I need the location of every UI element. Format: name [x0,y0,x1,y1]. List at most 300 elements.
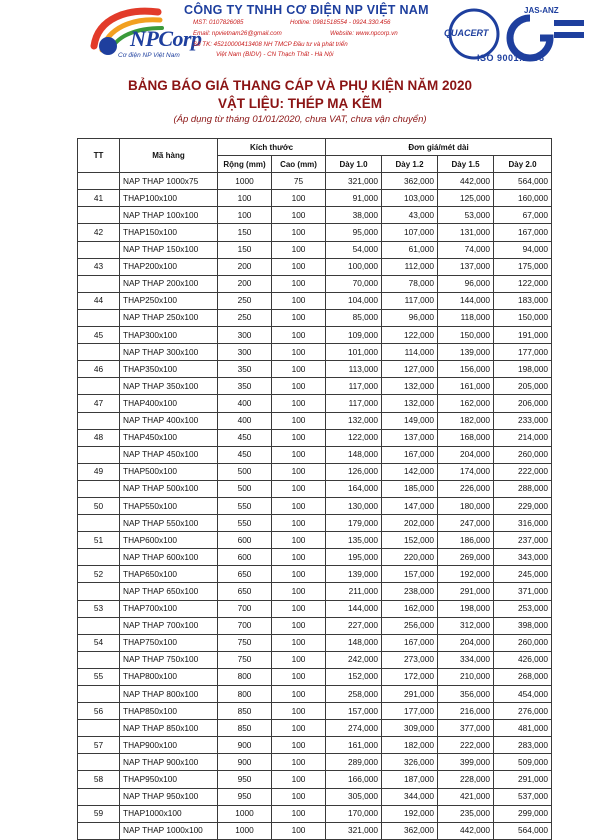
cell-height: 100 [272,532,326,549]
cell-product-code: NAP THAP 900x100 [120,754,218,771]
cell-height: 100 [272,720,326,737]
cell-product-code: NAP THAP 950x100 [120,788,218,805]
cert-iso: ISO 9001:2008 [477,53,545,63]
cell-width: 550 [218,515,272,532]
cell-price-1-0: 242,000 [326,651,382,668]
cell-price-1-2: 309,000 [382,720,438,737]
cell-price-1-2: 172,000 [382,668,438,685]
cell-product-code: NAP THAP 400x100 [120,412,218,429]
cell-price-1-5: 291,000 [438,583,494,600]
table-row [78,344,552,361]
cell-height: 100 [272,378,326,395]
logo-text: NPCorp [130,26,202,51]
cell-width: 350 [218,378,272,395]
cert-jas-anz: JAS-ANZ [524,6,559,15]
table-row [78,224,552,241]
cell-product-code: NAP THAP 250x100 [120,309,218,326]
table-row [78,446,552,463]
header-tt: TT [78,139,120,173]
header-thickness-2-0: Dày 2.0 [494,156,552,173]
cell-price-1-2: 162,000 [382,600,438,617]
cell-price-1-5: 182,000 [438,412,494,429]
cell-price-1-2: 273,000 [382,651,438,668]
cell-price-1-2: 344,000 [382,788,438,805]
cell-price-1-0: 289,000 [326,754,382,771]
cell-price-2-0: 150,000 [494,309,552,326]
cell-price-1-2: 112,000 [382,258,438,275]
cell-height: 100 [272,737,326,754]
cell-price-2-0: 122,000 [494,275,552,292]
cell-height: 100 [272,754,326,771]
cell-height: 100 [272,805,326,822]
cell-tt [78,583,120,600]
table-row [78,600,552,617]
cell-product-code: THAP1000x100 [120,805,218,822]
cell-height: 100 [272,600,326,617]
cell-price-2-0: 481,000 [494,720,552,737]
cell-height: 100 [272,651,326,668]
cell-price-1-2: 220,000 [382,549,438,566]
cell-price-1-2: 238,000 [382,583,438,600]
cell-tt [78,686,120,703]
cell-product-code: NAP THAP 450x100 [120,446,218,463]
cell-height: 100 [272,361,326,378]
cell-price-1-2: 157,000 [382,566,438,583]
cell-height: 100 [272,207,326,224]
cell-price-1-0: 70,000 [326,275,382,292]
cell-product-code: THAP900x100 [120,737,218,754]
header-width: Rộng (mm) [218,156,272,173]
cell-price-1-5: 228,000 [438,771,494,788]
cell-price-1-0: 179,000 [326,515,382,532]
cell-price-1-2: 152,000 [382,532,438,549]
cert-quacert: QUACERT [444,28,489,38]
cell-product-code: THAP250x100 [120,292,218,309]
cell-price-2-0: 183,000 [494,292,552,309]
cell-tt: 47 [78,395,120,412]
cell-price-2-0: 229,000 [494,497,552,514]
cell-height: 100 [272,275,326,292]
cell-product-code: THAP650x100 [120,566,218,583]
cell-product-code: NAP THAP 800x100 [120,686,218,703]
table-row [78,634,552,651]
website: Website: www.npcorp.vn [330,30,398,37]
cell-height: 100 [272,309,326,326]
cell-width: 100 [218,207,272,224]
cell-price-1-5: 334,000 [438,651,494,668]
cell-width: 400 [218,395,272,412]
cell-width: 300 [218,327,272,344]
cell-price-1-5: 247,000 [438,515,494,532]
cell-tt [78,651,120,668]
cell-width: 950 [218,771,272,788]
cell-height: 100 [272,258,326,275]
cell-product-code: THAP300x100 [120,327,218,344]
cell-height: 75 [272,173,326,190]
cell-width: 250 [218,309,272,326]
cell-width: 200 [218,258,272,275]
cell-price-1-2: 187,000 [382,771,438,788]
cell-price-1-0: 148,000 [326,634,382,651]
cell-height: 100 [272,634,326,651]
cell-width: 750 [218,634,272,651]
cell-product-code: NAP THAP 350x100 [120,378,218,395]
table-row [78,292,552,309]
cell-price-2-0: 268,000 [494,668,552,685]
cell-price-1-2: 96,000 [382,309,438,326]
cell-price-1-5: 442,000 [438,822,494,839]
cell-product-code: NAP THAP 850x100 [120,720,218,737]
cell-price-2-0: 253,000 [494,600,552,617]
cell-price-1-5: 125,000 [438,190,494,207]
cell-price-1-5: 421,000 [438,788,494,805]
cell-price-1-0: 164,000 [326,480,382,497]
cell-tt [78,617,120,634]
cell-price-1-0: 91,000 [326,190,382,207]
cell-price-1-2: 61,000 [382,241,438,258]
cell-price-1-0: 166,000 [326,771,382,788]
cell-price-1-2: 147,000 [382,497,438,514]
cell-price-1-5: 168,000 [438,429,494,446]
cell-tt [78,241,120,258]
cell-product-code: THAP750x100 [120,634,218,651]
cell-width: 150 [218,224,272,241]
bank-account-line-1: Số TK: 45210000413408 NH TMCP Đầu tư và phát triển [193,41,348,48]
cell-tt: 54 [78,634,120,651]
cell-price-1-5: 204,000 [438,634,494,651]
table-row [78,686,552,703]
cell-product-code: THAP550x100 [120,497,218,514]
table-row [78,651,552,668]
cell-width: 350 [218,361,272,378]
table-row [78,327,552,344]
cell-product-code: NAP THAP 1000x100 [120,822,218,839]
cell-product-code: NAP THAP 1000x75 [120,173,218,190]
table-row [78,754,552,771]
cell-tt [78,446,120,463]
header-thickness-1-0: Dày 1.0 [326,156,382,173]
header-height: Cao (mm) [272,156,326,173]
cell-width: 1000 [218,822,272,839]
cell-price-1-5: 180,000 [438,497,494,514]
table-row [78,412,552,429]
email: Email: npvietnam26@gmail.com [193,30,282,37]
cell-price-2-0: 67,000 [494,207,552,224]
company-name: CÔNG TY TNHH CƠ ĐIỆN NP VIỆT NAM [184,3,429,17]
cell-tt: 59 [78,805,120,822]
table-row [78,805,552,822]
cell-product-code: THAP350x100 [120,361,218,378]
cell-height: 100 [272,224,326,241]
cell-height: 100 [272,788,326,805]
cell-price-2-0: 564,000 [494,173,552,190]
cell-height: 100 [272,429,326,446]
cell-price-2-0: 509,000 [494,754,552,771]
cell-price-1-0: 161,000 [326,737,382,754]
table-row [78,617,552,634]
table-row [78,173,552,190]
cell-tt [78,754,120,771]
cell-price-2-0: 175,000 [494,258,552,275]
cell-tt [78,549,120,566]
cell-price-1-0: 227,000 [326,617,382,634]
cell-width: 700 [218,600,272,617]
cell-height: 100 [272,292,326,309]
cell-product-code: NAP THAP 650x100 [120,583,218,600]
table-row [78,771,552,788]
cell-price-1-5: 399,000 [438,754,494,771]
cell-height: 100 [272,771,326,788]
cell-price-2-0: 283,000 [494,737,552,754]
table-row [78,395,552,412]
cell-tt: 49 [78,463,120,480]
cell-width: 100 [218,190,272,207]
cell-tt [78,309,120,326]
cell-price-1-0: 148,000 [326,446,382,463]
cell-price-1-5: 118,000 [438,309,494,326]
table-row [78,549,552,566]
cell-price-1-0: 54,000 [326,241,382,258]
cell-product-code: THAP800x100 [120,668,218,685]
cell-product-code: NAP THAP 150x100 [120,241,218,258]
cell-tt: 55 [78,668,120,685]
table-row [78,429,552,446]
cell-tt: 56 [78,703,120,720]
cell-price-1-2: 192,000 [382,805,438,822]
cell-width: 1000 [218,173,272,190]
table-row [78,532,552,549]
cell-width: 400 [218,412,272,429]
cell-price-2-0: 245,000 [494,566,552,583]
cell-price-1-5: 312,000 [438,617,494,634]
cell-height: 100 [272,686,326,703]
cell-price-2-0: 426,000 [494,651,552,668]
table-row [78,190,552,207]
cell-tt: 45 [78,327,120,344]
cell-width: 700 [218,617,272,634]
cell-width: 250 [218,292,272,309]
cell-price-1-2: 202,000 [382,515,438,532]
cell-width: 200 [218,275,272,292]
cell-width: 850 [218,720,272,737]
cell-price-2-0: 191,000 [494,327,552,344]
cell-height: 100 [272,412,326,429]
cell-tt: 44 [78,292,120,309]
cell-product-code: NAP THAP 100x100 [120,207,218,224]
price-table-body [78,173,552,840]
cell-price-1-2: 291,000 [382,686,438,703]
cell-price-1-2: 142,000 [382,463,438,480]
cell-price-1-0: 305,000 [326,788,382,805]
cell-tt [78,822,120,839]
cell-price-1-2: 362,000 [382,173,438,190]
cell-height: 100 [272,480,326,497]
cell-price-1-0: 132,000 [326,412,382,429]
cell-product-code: NAP THAP 600x100 [120,549,218,566]
cell-price-1-0: 100,000 [326,258,382,275]
cell-price-1-0: 95,000 [326,224,382,241]
cell-tt: 58 [78,771,120,788]
cell-price-1-2: 114,000 [382,344,438,361]
cell-tt: 57 [78,737,120,754]
cell-price-1-5: 442,000 [438,173,494,190]
cell-price-1-0: 321,000 [326,822,382,839]
cell-product-code: THAP950x100 [120,771,218,788]
cell-price-1-2: 127,000 [382,361,438,378]
cell-price-1-5: 150,000 [438,327,494,344]
cell-height: 100 [272,395,326,412]
cell-height: 100 [272,497,326,514]
cell-tt [78,344,120,361]
table-row [78,480,552,497]
cell-tt [78,515,120,532]
cell-price-1-2: 107,000 [382,224,438,241]
cell-price-2-0: 167,000 [494,224,552,241]
cell-price-1-5: 186,000 [438,532,494,549]
cell-tt [78,207,120,224]
table-row [78,463,552,480]
cell-price-1-0: 130,000 [326,497,382,514]
table-row [78,497,552,514]
cell-price-1-0: 85,000 [326,309,382,326]
cell-price-1-5: 174,000 [438,463,494,480]
cell-price-2-0: 205,000 [494,378,552,395]
cell-height: 100 [272,703,326,720]
header-thickness-1-5: Dày 1.5 [438,156,494,173]
cell-width: 150 [218,241,272,258]
cell-price-1-2: 256,000 [382,617,438,634]
cell-price-1-5: 377,000 [438,720,494,737]
cell-price-1-5: 192,000 [438,566,494,583]
cell-price-2-0: 343,000 [494,549,552,566]
cell-price-2-0: 288,000 [494,480,552,497]
cell-price-1-0: 109,000 [326,327,382,344]
cell-price-1-0: 274,000 [326,720,382,737]
cell-width: 500 [218,480,272,497]
cell-price-1-2: 149,000 [382,412,438,429]
cell-price-1-5: 161,000 [438,378,494,395]
cell-price-1-0: 258,000 [326,686,382,703]
cell-price-2-0: 454,000 [494,686,552,703]
cell-price-1-2: 137,000 [382,429,438,446]
cell-height: 100 [272,549,326,566]
cell-height: 100 [272,822,326,839]
cell-product-code: NAP THAP 750x100 [120,651,218,668]
cell-price-2-0: 237,000 [494,532,552,549]
table-row [78,737,552,754]
cell-width: 600 [218,532,272,549]
cell-price-2-0: 260,000 [494,446,552,463]
cell-price-1-5: 131,000 [438,224,494,241]
cell-price-1-0: 117,000 [326,395,382,412]
cell-width: 1000 [218,805,272,822]
cell-tt: 50 [78,497,120,514]
cell-price-1-0: 152,000 [326,668,382,685]
cell-price-1-0: 101,000 [326,344,382,361]
cell-price-1-5: 137,000 [438,258,494,275]
cell-price-1-0: 170,000 [326,805,382,822]
cell-product-code: THAP850x100 [120,703,218,720]
cell-width: 950 [218,788,272,805]
cell-price-2-0: 198,000 [494,361,552,378]
cell-product-code: THAP400x100 [120,395,218,412]
cell-product-code: THAP100x100 [120,190,218,207]
cell-height: 100 [272,583,326,600]
cell-price-1-2: 103,000 [382,190,438,207]
cell-price-1-5: 74,000 [438,241,494,258]
table-row [78,241,552,258]
table-row [78,566,552,583]
cell-width: 500 [218,463,272,480]
cell-tt [78,275,120,292]
cell-tt: 46 [78,361,120,378]
table-row [78,258,552,275]
cell-width: 800 [218,686,272,703]
cell-tt [78,480,120,497]
cell-price-1-2: 117,000 [382,292,438,309]
table-row [78,361,552,378]
cell-price-2-0: 260,000 [494,634,552,651]
cell-price-2-0: 564,000 [494,822,552,839]
cell-price-2-0: 233,000 [494,412,552,429]
cell-price-2-0: 371,000 [494,583,552,600]
table-row [78,703,552,720]
cell-tt: 48 [78,429,120,446]
cell-width: 600 [218,549,272,566]
cell-product-code: NAP THAP 200x100 [120,275,218,292]
cell-product-code: THAP200x100 [120,258,218,275]
cell-price-1-0: 144,000 [326,600,382,617]
cell-price-1-5: 216,000 [438,703,494,720]
cell-tt [78,378,120,395]
cell-price-1-5: 144,000 [438,292,494,309]
cell-width: 450 [218,446,272,463]
cell-price-2-0: 291,000 [494,771,552,788]
table-row [78,720,552,737]
cell-price-1-2: 122,000 [382,327,438,344]
cell-tt: 53 [78,600,120,617]
cell-price-1-5: 356,000 [438,686,494,703]
cell-tt: 51 [78,532,120,549]
header-dimensions: Kích thước [218,139,326,156]
cell-price-1-2: 326,000 [382,754,438,771]
cell-price-2-0: 94,000 [494,241,552,258]
hotline: Hotline: 0981518554 - 0924.330.456 [290,19,391,26]
logo-subtitle: Cơ điện NP Việt Nam [118,52,180,59]
cell-price-1-2: 132,000 [382,378,438,395]
cell-price-1-2: 362,000 [382,822,438,839]
cell-height: 100 [272,327,326,344]
cell-price-1-0: 117,000 [326,378,382,395]
table-row [78,378,552,395]
cell-tt: 43 [78,258,120,275]
cell-price-1-5: 96,000 [438,275,494,292]
cell-width: 550 [218,497,272,514]
header-product-code: Mã hàng [120,139,218,173]
cell-price-1-0: 122,000 [326,429,382,446]
cell-tt [78,720,120,737]
cell-price-1-2: 43,000 [382,207,438,224]
table-row [78,788,552,805]
cell-tt [78,788,120,805]
cell-price-1-0: 113,000 [326,361,382,378]
cell-height: 100 [272,190,326,207]
cell-price-2-0: 222,000 [494,463,552,480]
cell-price-1-0: 38,000 [326,207,382,224]
cell-price-1-2: 182,000 [382,737,438,754]
company-header [0,0,600,70]
table-row [78,515,552,532]
